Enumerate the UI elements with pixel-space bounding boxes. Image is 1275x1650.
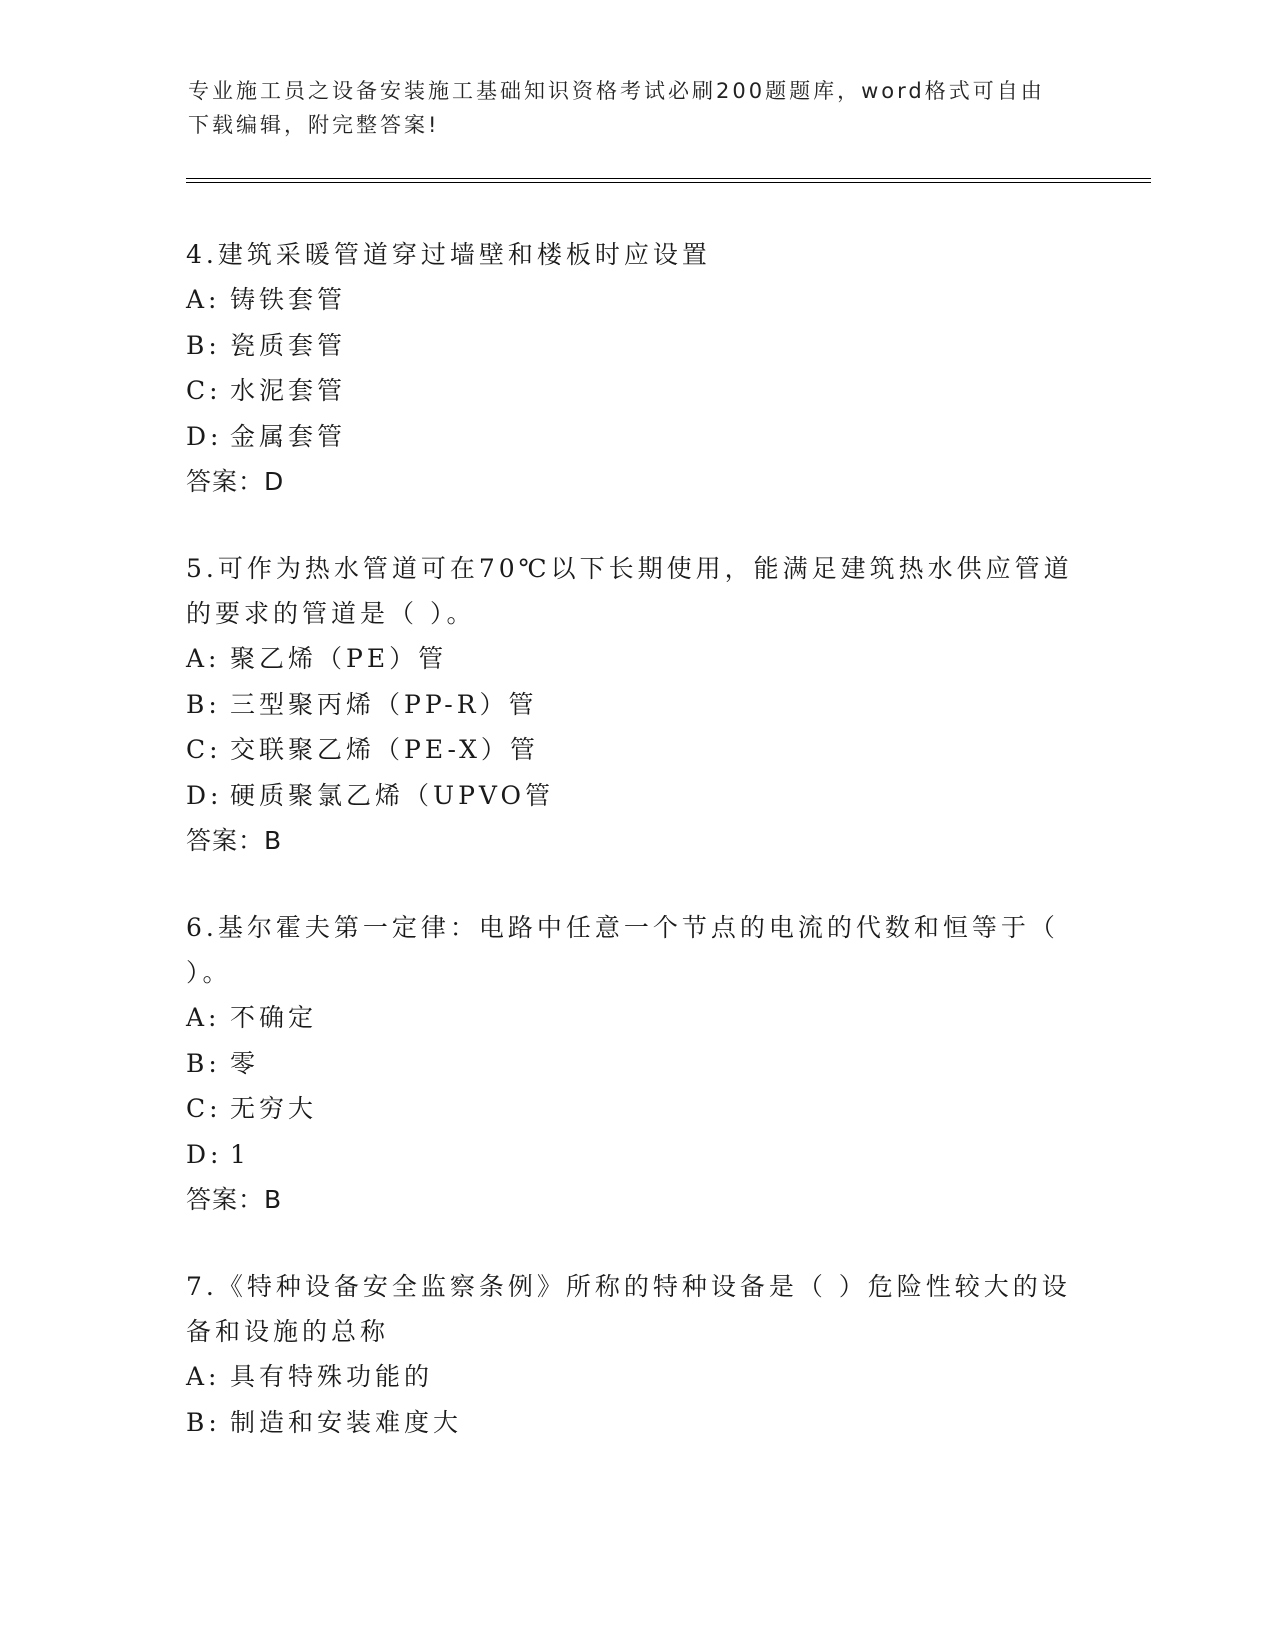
option-a — [186, 277, 1086, 323]
option-c — [186, 368, 1086, 414]
option-text: 水泥套管 — [230, 376, 347, 405]
option-key: C: — [186, 1094, 222, 1123]
option-d — [186, 773, 1086, 819]
question-list — [186, 232, 1086, 1487]
option-b — [186, 682, 1086, 728]
option-b — [186, 1041, 1086, 1087]
option-a — [186, 636, 1086, 682]
option-text: 聚乙烯（PE）管 — [230, 644, 448, 673]
option-a — [186, 1354, 1086, 1400]
question-5 — [186, 546, 1086, 863]
option-key: D: — [186, 421, 223, 451]
option-text: 1 — [230, 1139, 250, 1169]
option-d — [186, 414, 1086, 460]
question-stem: 7.《特种设备安全监察条例》所称的特种设备是（ ）危险性较大的设备和设施的总称 — [186, 1272, 1071, 1346]
option-key: A: — [186, 1003, 221, 1032]
option-text: 瓷质套管 — [230, 330, 347, 360]
option-b — [186, 1400, 1086, 1446]
document-header: 专业施工员之设备安装施工基础知识资格考试必刷200题题库，word格式可自由下载编辑，附完整答案! — [188, 79, 1045, 137]
option-key: C: — [186, 735, 222, 764]
option-text: 无穷大 — [230, 1094, 318, 1123]
option-key: A: — [186, 644, 221, 673]
question-stem: 4.建筑采暖管道穿过墙壁和楼板时应设置 — [186, 240, 711, 269]
option-key: A: — [186, 285, 221, 314]
answer-line: 答案：B — [186, 826, 283, 855]
question-7 — [186, 1264, 1086, 1445]
option-key: B: — [186, 1407, 221, 1437]
option-key: D: — [186, 780, 223, 810]
option-key: B: — [186, 330, 221, 360]
option-text: 零 — [230, 1048, 260, 1078]
question-4 — [186, 232, 1086, 504]
option-text: 交联聚乙烯（PE-X）管 — [230, 735, 539, 764]
option-text: 制造和安装难度大 — [230, 1407, 463, 1437]
answer-line: 答案：B — [186, 1185, 283, 1214]
option-text: 铸铁套管 — [230, 285, 347, 314]
option-key: A: — [186, 1362, 221, 1391]
header-double-rule — [186, 178, 1151, 183]
question-6 — [186, 905, 1086, 1222]
option-text: 不确定 — [230, 1003, 318, 1032]
option-text: 具有特殊功能的 — [230, 1362, 434, 1391]
option-c — [186, 1086, 1086, 1132]
option-a — [186, 995, 1086, 1041]
option-c — [186, 727, 1086, 773]
option-text: 三型聚丙烯（PP-R）管 — [230, 689, 538, 719]
option-key: D: — [186, 1139, 223, 1169]
option-key: C: — [186, 376, 222, 405]
answer-line: 答案：D — [186, 467, 285, 496]
option-text: 金属套管 — [230, 421, 347, 451]
question-stem: 5.可作为热水管道可在70℃以下长期使用，能满足建筑热水供应管道的要求的管道是（ ）。 — [186, 554, 1073, 628]
option-b — [186, 323, 1086, 369]
option-key: B: — [186, 1048, 221, 1078]
question-stem: 6.基尔霍夫第一定律：电路中任意一个节点的电流的代数和恒等于（ ）。 — [186, 913, 1059, 987]
option-d — [186, 1132, 1086, 1178]
option-key: B: — [186, 689, 221, 719]
option-text: 硬质聚氯乙烯（UPVO管 — [230, 780, 555, 810]
